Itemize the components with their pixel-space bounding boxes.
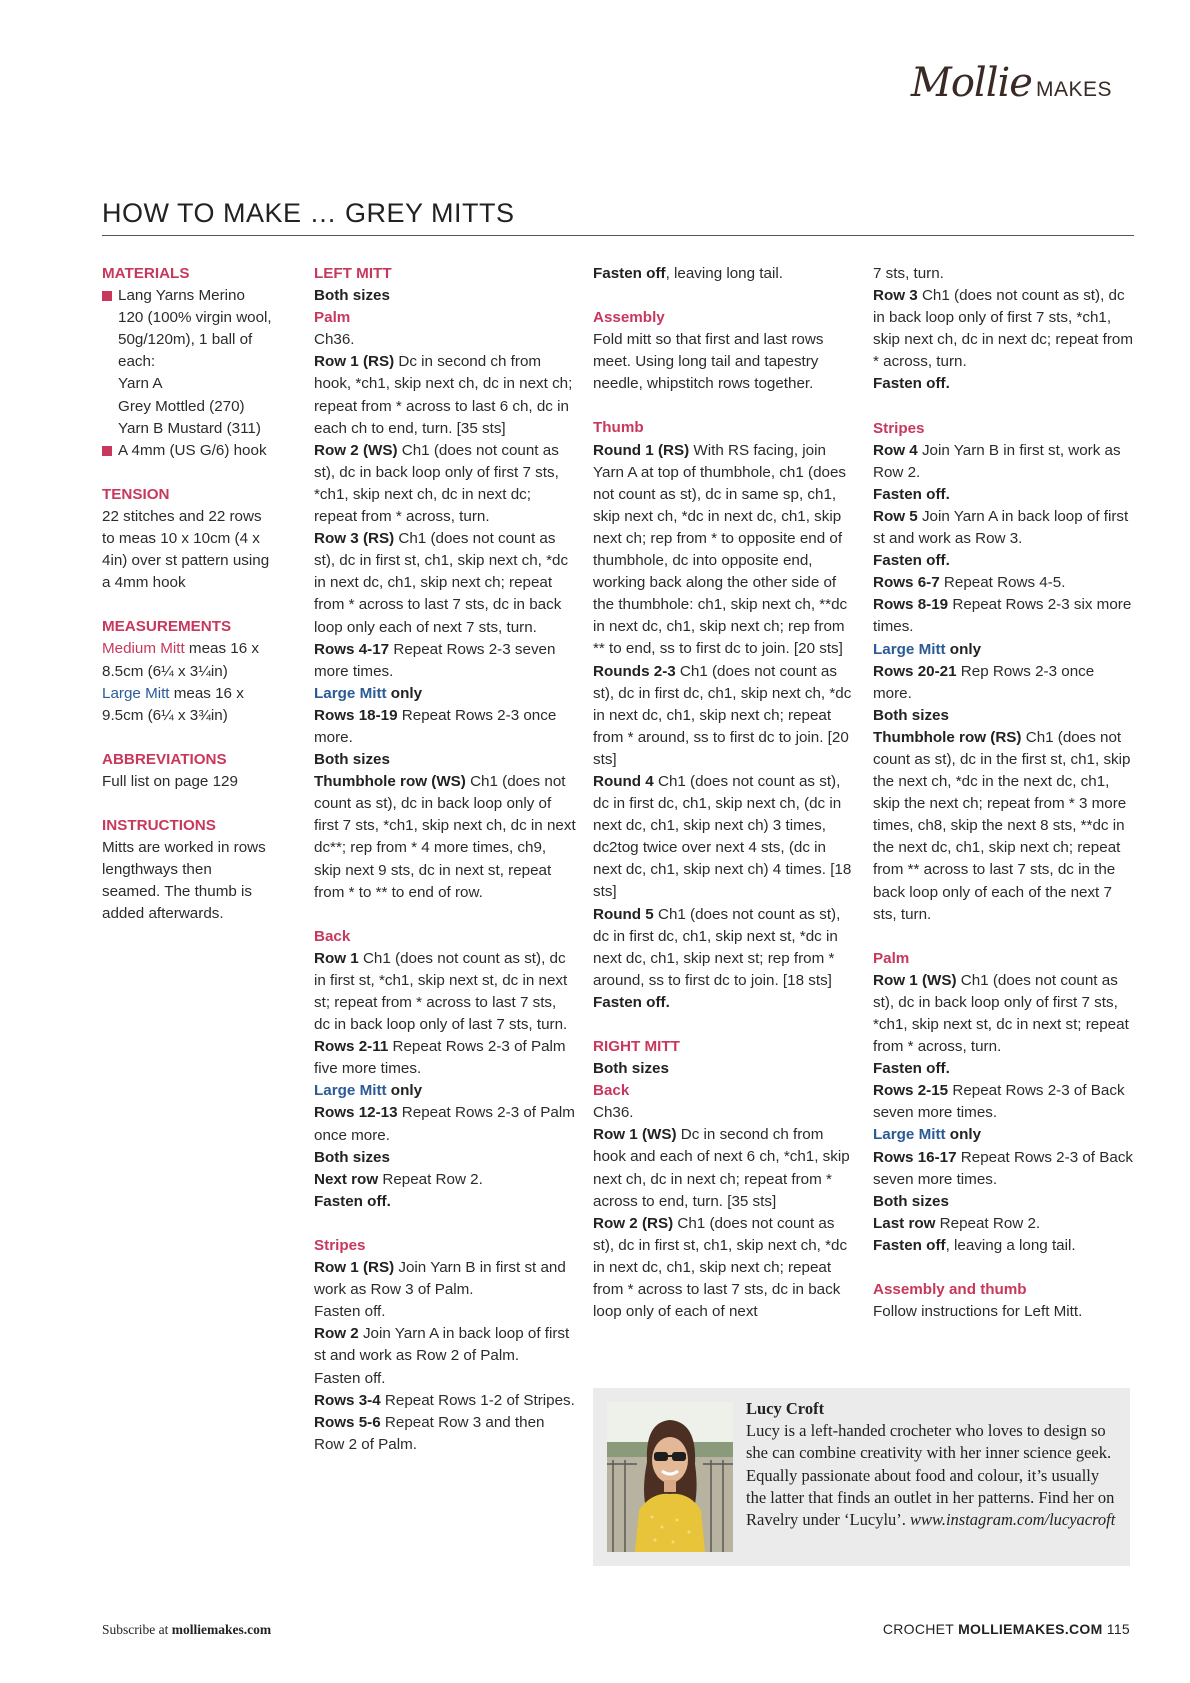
- both-sizes: Both sizes: [314, 1148, 390, 1166]
- designer-name: Lucy Croft: [746, 1399, 825, 1418]
- pattern-row: Row 3 (RS) Ch1 (does not count as st), dc in first st, ch1, skip next ch, *dc in next dc, ch1, skip next ch; repeat from * across to last 7 sts, dc in back loop only each of next 7 sts, turn.: [314, 530, 569, 636]
- fasten-off-text: Fasten off.: [314, 1303, 386, 1321]
- pattern-row: Row 3 Ch1 (does not count as st), dc in back loop only of first 7 sts, *ch1, skip next ch, dc in next dc; repeat from * across, turn.: [873, 287, 1133, 371]
- bullet-square-icon: [102, 446, 112, 456]
- pattern-row: Rows 18-19 Repeat Rows 2-3 once more.: [314, 706, 557, 746]
- pattern-row: Row 1 (RS) Join Yarn B in first st and work as Row 3 of Palm.: [314, 1259, 566, 1299]
- pattern-row: Row 4 Join Yarn B in first st, work as Row 2.: [873, 441, 1121, 481]
- pattern-row: Rows 2-15 Repeat Rows 2-3 of Back seven more times.: [873, 1082, 1125, 1122]
- brand-makes: MAKES: [1035, 78, 1112, 101]
- material-yarn: Lang Yarns Merino 120 (100% virgin wool, 50g/120m), 1 ball of each:: [118, 287, 272, 371]
- fasten-off-text: Fasten off.: [314, 1369, 386, 1387]
- palm-heading: Palm: [314, 309, 351, 327]
- left-mitt-heading: LEFT MITT: [314, 265, 392, 282]
- pattern-row: Row 2 (RS) Ch1 (does not count as st), dc in first st, ch1, skip next ch, *dc in next dc, ch1, skip next ch; repeat from * across to last 7 sts, dc in back loop only of each of next: [593, 1214, 848, 1321]
- column-2: [314, 263, 576, 1456]
- fasten-off: Fasten off.: [873, 552, 950, 570]
- pattern-row: Row 1 (WS) Ch1 (does not count as st), dc in back loop only of first 7 sts, *ch1, skip next st, dc in next st; repeat from * across, turn.: [873, 971, 1129, 1056]
- fasten-off: Fasten off.: [593, 993, 670, 1011]
- fasten-off: Fasten off.: [873, 1060, 950, 1078]
- pattern-row: Thumbhole row (WS) Ch1 (does not count as st), dc in back loop only of first 7 sts, *ch1, skip next ch, dc in next dc**; rep from * 4 more times, ch9, skip next 9 sts, dc in next st, repeat from * to ** to end of row.: [314, 773, 576, 901]
- pattern-row: Row 1 (WS) Dc in second ch from hook and each of next 6 ch, *ch1, skip next ch, dc in next ch; repeat from * across to end, turn. [35 sts]: [593, 1126, 850, 1210]
- yarn-a-colour: Grey Mottled (270): [118, 397, 245, 415]
- bio-paragraph: Lucy is a left-handed crocheter who loves to design so she can combine creativity with her inner science geek. Equally passionate about food and colour, it’s usually the latter that finds an outlet in her patterns. Find her on Ravelry under ‘Lucylu’.: [746, 1421, 1115, 1530]
- brand-logo: [911, 60, 1112, 106]
- pattern-row: Fasten off, leaving long tail.: [593, 265, 783, 282]
- chain-text: Ch36.: [314, 331, 355, 349]
- assembly-text: Fold mitt so that first and last rows meet. Using long tail and tapestry needle, whipstitch rows together.: [593, 331, 824, 393]
- pattern-row: Row 5 Join Yarn A in back loop of first st and work as Row 3.: [873, 507, 1129, 548]
- chain-text: Ch36.: [593, 1104, 634, 1122]
- pattern-row: Round 1 (RS) With RS facing, join Yarn A at top of thumbhole, ch1 (does not count as st), dc in same sp, ch1, skip next ch, *dc in next dc, ch1, skip next ch; rep from * to opposite end of thumbhole, dc into opposite end, working back along the other side of the thumbhole: ch1, skip next ch, **dc in next dc, ch1, skip next ch; rep from ** to end, ss to first dc to join. [20 sts]: [593, 441, 848, 658]
- yarn-a: Yarn A: [118, 375, 163, 393]
- pattern-row: Next row Repeat Row 2.: [314, 1170, 483, 1188]
- both-sizes: Both sizes: [873, 706, 949, 724]
- medium-measure: Medium Mitt meas 16 x 8.5cm (6¼ x 3¼in): [102, 640, 259, 680]
- designer-portrait-icon: [607, 1402, 733, 1552]
- fasten-off: Fasten off.: [873, 485, 950, 503]
- back-heading: Back: [314, 927, 351, 945]
- abbreviations-heading: ABBREVIATIONS: [102, 750, 227, 768]
- footer-site-link[interactable]: molliemakes.com: [171, 1622, 272, 1637]
- abbreviations-text: Full list on page 129: [102, 772, 238, 790]
- medium-label: Medium Mitt: [102, 640, 185, 658]
- tension-text: 22 stitches and 22 rows to meas 10 x 10cm (4 x 4in) over st pattern using a 4mm hook: [102, 507, 270, 592]
- pattern-row: Rows 12-13 Repeat Rows 2-3 of Palm once more.: [314, 1104, 575, 1144]
- right-mitt-heading: RIGHT MITT: [593, 1038, 680, 1055]
- material-item: [102, 285, 272, 440]
- materials-heading: MATERIALS: [102, 265, 190, 282]
- pattern-row: Rows 16-17 Repeat Rows 2-3 of Back seven more times.: [873, 1148, 1134, 1188]
- measurements-heading: MEASUREMENTS: [102, 618, 232, 636]
- fasten-off: Fasten off.: [314, 1192, 391, 1210]
- instagram-link[interactable]: www.instagram.com/lucyacroft: [910, 1510, 1116, 1530]
- pattern-row: Row 2 (WS) Ch1 (does not count as st), dc in back loop only of first 7 sts, *ch1, skip next ch, dc in next dc; repeat from * across, turn.: [314, 441, 559, 526]
- pattern-row: Rows 6-7 Repeat Rows 4-5.: [873, 574, 1066, 592]
- footer-subscribe: Subscribe at molliemakes.com: [102, 1622, 272, 1637]
- pattern-row: Rows 3-4 Repeat Rows 1-2 of Stripes.: [314, 1391, 575, 1409]
- size-note: Large Mitt only: [314, 684, 423, 702]
- assembly-text: Follow instructions for Left Mitt.: [873, 1303, 1083, 1321]
- both-sizes: Both sizes: [873, 1192, 949, 1210]
- instructions-text: Mitts are worked in rows lengthways then seamed. The thumb is added afterwards.: [102, 839, 266, 923]
- large-measure: Large Mitt meas 16 x 9.5cm (6¼ x 3¾in): [102, 684, 244, 724]
- material-hook: A 4mm (US G/6) hook: [118, 441, 267, 459]
- assembly-heading: Assembly: [593, 309, 665, 327]
- palm-heading: Palm: [873, 949, 910, 967]
- tension-heading: TENSION: [102, 485, 170, 503]
- thumb-heading: Thumb: [593, 419, 644, 437]
- pattern-row: Last row Repeat Row 2.: [873, 1214, 1041, 1232]
- page-number: 115: [1102, 1621, 1130, 1637]
- designer-photo: [607, 1402, 733, 1552]
- column-1: [102, 263, 272, 925]
- pattern-row: Rows 5-6 Repeat Row 3 and then Row 2 of Palm.: [314, 1413, 545, 1453]
- stripes-heading: Stripes: [873, 419, 925, 437]
- column-4: [873, 263, 1135, 1323]
- size-note: Large Mitt only: [873, 1126, 982, 1144]
- yarn-b: Yarn B Mustard (311): [118, 419, 261, 437]
- designer-bio-box: [593, 1388, 1130, 1566]
- footer-section: CROCHET MOLLIEMAKES.COM 115: [882, 1621, 1130, 1637]
- both-sizes: Both sizes: [314, 751, 390, 769]
- page-title: HOW TO MAKE … GREY MITTS: [102, 198, 1134, 236]
- pattern-row: Rows 4-17 Repeat Rows 2-3 seven more times.: [314, 640, 556, 680]
- bio-text: [746, 1398, 1116, 1531]
- pattern-row: Rows 2-11 Repeat Rows 2-3 of Palm five more times.: [314, 1038, 566, 1078]
- bullet-square-icon: [102, 291, 112, 301]
- back-heading: Back: [593, 1082, 630, 1100]
- pattern-row: Thumbhole row (RS) Ch1 (does not count as st), dc in the first st, ch1, skip the next ch, *dc in the next dc, ch1, skip the next ch; repeat from * 3 more times, ch8, skip the next 8 sts, **dc in the next dc, ch1, skip next ch; repeat from ** across to last 7 sts, dc in the back loop only of each of the next 7 sts, turn.: [873, 728, 1131, 923]
- material-item: [102, 440, 272, 462]
- pattern-row: Row 2 Join Yarn A in back loop of first st and work as Row 2 of Palm.: [314, 1325, 570, 1365]
- brand-script: Mollie: [910, 60, 1032, 106]
- size-note: Large Mitt only: [314, 1082, 423, 1100]
- pattern-row: Round 4 Ch1 (does not count as st), dc in first dc, ch1, skip next ch, (dc in next dc, ch1, skip next ch) 3 times, dc2tog twice over next 4 sts, (dc in next dc, ch1, skip next ch) 4 times. [18 sts]: [593, 772, 852, 901]
- pattern-row: Row 1 Ch1 (does not count as st), dc in first st, *ch1, skip next st, dc in next st; repeat from * across to last 7 sts, dc in back loop only of last 7 sts, turn.: [314, 949, 568, 1034]
- assembly-heading: Assembly and thumb: [873, 1281, 1027, 1299]
- fasten-off: Fasten off.: [873, 375, 950, 393]
- instructions-heading: INSTRUCTIONS: [102, 816, 216, 834]
- continued-text: 7 sts, turn.: [873, 265, 944, 282]
- both-sizes: Both sizes: [593, 1060, 669, 1078]
- pattern-row: Rounds 2-3 Ch1 (does not count as st), dc in first dc, ch1, skip next ch, *dc in next dc, ch1, skip next ch; repeat from * around, ss to first dc to join. [20 sts]: [593, 662, 852, 768]
- both-sizes: Both sizes: [314, 287, 390, 305]
- pattern-row: Rows 20-21 Rep Rows 2-3 once more.: [873, 662, 1095, 702]
- size-note: Large Mitt only: [873, 640, 982, 658]
- pattern-row: Round 5 Ch1 (does not count as st), dc in first dc, ch1, skip next st, *dc in next dc, ch1, skip next st; rep from * around, ss to first dc to join. [18 sts]: [593, 905, 841, 989]
- pattern-row: Fasten off, leaving a long tail.: [873, 1236, 1076, 1254]
- pattern-row: Rows 8-19 Repeat Rows 2-3 six more times.: [873, 596, 1132, 636]
- column-3: [593, 263, 855, 1323]
- large-label: Large Mitt: [102, 684, 170, 702]
- pattern-row: Row 1 (RS) Dc in second ch from hook, *ch1, skip next ch, dc in next ch; repeat from * across to last 6 ch, dc in each ch to end, turn. [35 sts]: [314, 353, 573, 437]
- footer-site: MOLLIEMAKES.COM: [958, 1621, 1103, 1637]
- stripes-heading: Stripes: [314, 1236, 366, 1254]
